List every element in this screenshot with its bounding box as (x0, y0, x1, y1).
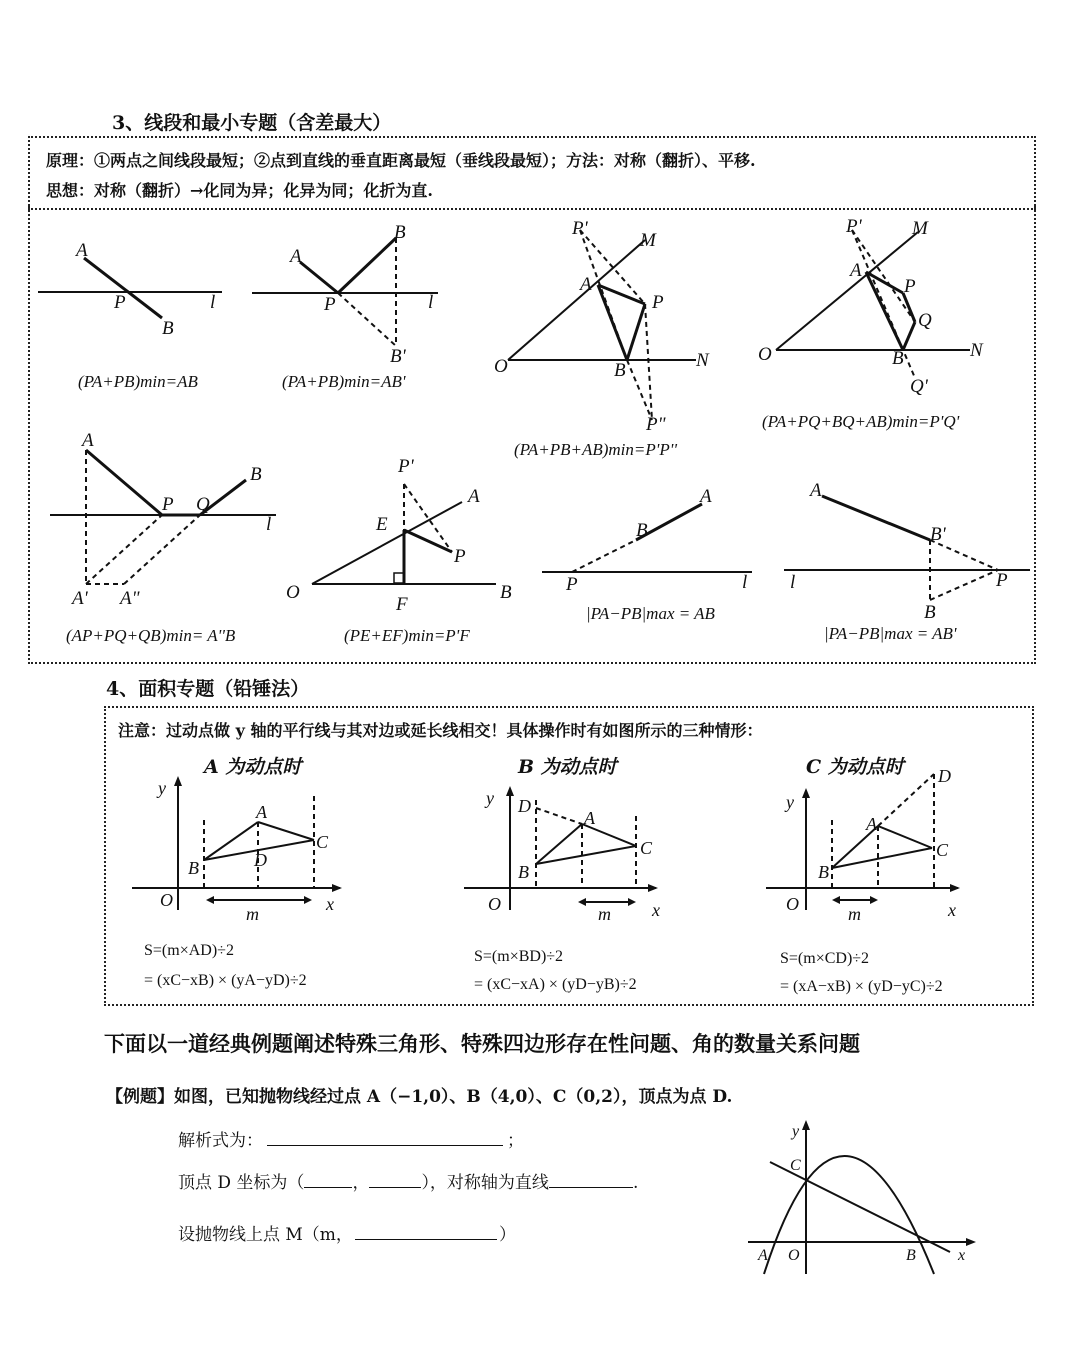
svg-text:B: B (162, 318, 174, 339)
case-a-formula-2: = (xC−xB) × (yA−yD)÷2 (144, 972, 307, 989)
case-c-formula-1: S=(m×CD)÷2 (780, 950, 870, 967)
q2-part-a: 顶点 D 坐标为（ (178, 1173, 305, 1193)
area-figures (0, 770, 1080, 940)
case-b-title: B 为动点时 (518, 756, 617, 778)
svg-text:B': B' (930, 524, 946, 545)
section4-title: 4、面积专题（铅锤法） (106, 678, 310, 700)
svg-text:A": A" (120, 588, 140, 609)
question-2 (178, 1168, 638, 1193)
svg-text:Q': Q' (910, 376, 928, 397)
svg-text:D: D (938, 770, 951, 786)
section3-title: 3、线段和最小专题（含差最大） (112, 112, 392, 134)
svg-text:O: O (488, 894, 501, 914)
svg-text:M: M (640, 230, 656, 251)
svg-text:P: P (114, 292, 126, 313)
caption-6: (PE+EF)min=P'F (344, 626, 470, 645)
svg-text:P': P' (398, 456, 414, 477)
svg-text:D: D (254, 850, 267, 870)
svg-text:B: B (892, 348, 904, 369)
svg-text:m: m (246, 904, 259, 924)
q1-end: ； (507, 1131, 524, 1151)
svg-text:C: C (790, 1157, 801, 1174)
svg-text:A: A (700, 486, 712, 507)
svg-text:P': P' (846, 216, 862, 237)
case-a-title: A 为动点时 (204, 756, 302, 778)
caption-8: |PA−PB|max = AB' (824, 624, 957, 643)
svg-text:N: N (970, 340, 983, 361)
svg-text:C: C (316, 832, 329, 852)
caption-3: (PA+PB+AB)min=P'P'' (514, 440, 678, 459)
svg-text:A: A (850, 260, 862, 281)
parabola-figure (740, 1118, 980, 1278)
q1-label: 解析式为： (178, 1131, 263, 1151)
q3-part-b: ） (498, 1225, 516, 1245)
caption-2: (PA+PB)min=AB' (282, 372, 406, 391)
svg-text:l: l (428, 292, 434, 313)
svg-text:x: x (958, 1247, 966, 1264)
svg-text:A': A' (72, 588, 88, 609)
svg-text:l: l (210, 292, 216, 313)
caption-1: (PA+PB)min=AB (78, 372, 198, 391)
q2-blank-axis[interactable] (549, 1187, 633, 1188)
q2-blank-x[interactable] (304, 1187, 352, 1188)
svg-text:O: O (160, 890, 173, 910)
svg-text:A: A (810, 480, 822, 501)
svg-text:D: D (518, 796, 531, 816)
svg-text:B: B (500, 582, 512, 603)
question-1 (178, 1126, 524, 1151)
svg-text:P: P (566, 574, 578, 595)
svg-text:O: O (788, 1247, 800, 1264)
svg-text:A: A (866, 814, 877, 834)
svg-text:A: A (76, 240, 88, 261)
svg-text:B: B (924, 602, 936, 623)
q2-blank-y[interactable] (369, 1187, 421, 1188)
caption-7: |PA−PB|max = AB (586, 604, 715, 623)
svg-text:y: y (792, 1123, 800, 1140)
svg-text:E: E (376, 514, 388, 535)
case-b-formula-2: = (xC−xA) × (yD−yB)÷2 (474, 976, 637, 993)
caption-4: (PA+PQ+BQ+AB)min=P'Q' (762, 412, 960, 431)
svg-text:N: N (696, 350, 709, 371)
principle-text: 原理：①两点之间线段最短；②点到直线的垂直距离最短（垂线段最短）；方法：对称（翻折）、平移. (46, 151, 756, 170)
svg-text:Q: Q (918, 310, 932, 331)
q3-part-a: 设抛物线上点 M（m， (178, 1225, 353, 1245)
svg-text:B: B (614, 360, 626, 381)
svg-text:A: A (82, 430, 94, 451)
svg-text:P": P" (646, 414, 666, 435)
svg-text:B: B (250, 464, 262, 485)
svg-text:l: l (742, 572, 748, 593)
svg-text:P': P' (572, 218, 588, 239)
svg-text:P: P (162, 494, 174, 515)
svg-text:B: B (818, 862, 829, 882)
svg-text:x: x (652, 900, 660, 920)
svg-text:M: M (912, 218, 928, 239)
svg-text:y: y (158, 778, 166, 798)
question-3 (178, 1220, 516, 1245)
svg-text:C: C (640, 838, 653, 858)
svg-text:A: A (580, 274, 592, 295)
intro-text: 下面以一道经典例题阐述特殊三角形、特殊四边形存在性问题、角的数量关系问题 (104, 1031, 860, 1056)
svg-text:A: A (256, 802, 267, 822)
case-c-title: C 为动点时 (806, 756, 904, 778)
svg-text:P: P (652, 292, 664, 313)
svg-text:B: B (636, 520, 648, 541)
svg-text:P: P (324, 294, 336, 315)
q2-part-b: ， (352, 1173, 370, 1193)
case-b-formula-1: S=(m×BD)÷2 (474, 948, 564, 965)
section3-figures (0, 0, 1080, 670)
svg-text:O: O (286, 582, 300, 603)
svg-text:l: l (790, 572, 796, 593)
svg-text:y: y (486, 788, 494, 808)
case-a-formula-1: S=(m×AD)÷2 (144, 942, 234, 959)
svg-text:B: B (906, 1247, 916, 1264)
svg-text:B: B (394, 222, 406, 243)
svg-text:P: P (996, 570, 1008, 591)
svg-text:y: y (786, 792, 794, 812)
q2-part-d: . (632, 1173, 639, 1193)
case-c-formula-2: = (xA−xB) × (yD−yC)÷2 (780, 978, 943, 995)
svg-text:O: O (786, 894, 799, 914)
svg-text:O: O (494, 356, 508, 377)
svg-text:B: B (188, 858, 199, 878)
svg-text:A: A (758, 1247, 768, 1264)
svg-text:B': B' (390, 346, 406, 367)
svg-text:B: B (518, 862, 529, 882)
q2-part-c: ），对称轴为直线 (421, 1173, 549, 1193)
svg-text:C: C (936, 840, 949, 860)
example-label: 【例题】如图，已知抛物线经过点 A（−1,0）、B（4,0）、C（0,2），顶点为点 D. (106, 1087, 733, 1107)
svg-text:m: m (598, 904, 611, 924)
svg-text:Q: Q (196, 494, 210, 515)
svg-text:P: P (454, 546, 466, 567)
svg-text:A: A (584, 808, 595, 828)
area-note: 注意：过动点做 y 轴的平行线与其对边或延长线相交！具体操作时有如图所示的三种情形： (118, 721, 763, 740)
idea-text: 思想：对称（翻折）→化同为异；化异为同；化折为直. (46, 181, 433, 200)
q1-blank[interactable] (267, 1145, 503, 1146)
svg-text:A: A (468, 486, 480, 507)
svg-text:F: F (396, 594, 408, 615)
caption-5: (AP+PQ+QB)min= A''B (66, 626, 236, 645)
svg-text:x: x (326, 894, 334, 914)
svg-text:l: l (266, 514, 272, 535)
svg-text:P: P (904, 276, 916, 297)
svg-text:m: m (848, 904, 861, 924)
svg-text:x: x (948, 900, 956, 920)
q3-blank[interactable] (355, 1239, 497, 1240)
svg-text:O: O (758, 344, 772, 365)
svg-text:A: A (290, 246, 302, 267)
